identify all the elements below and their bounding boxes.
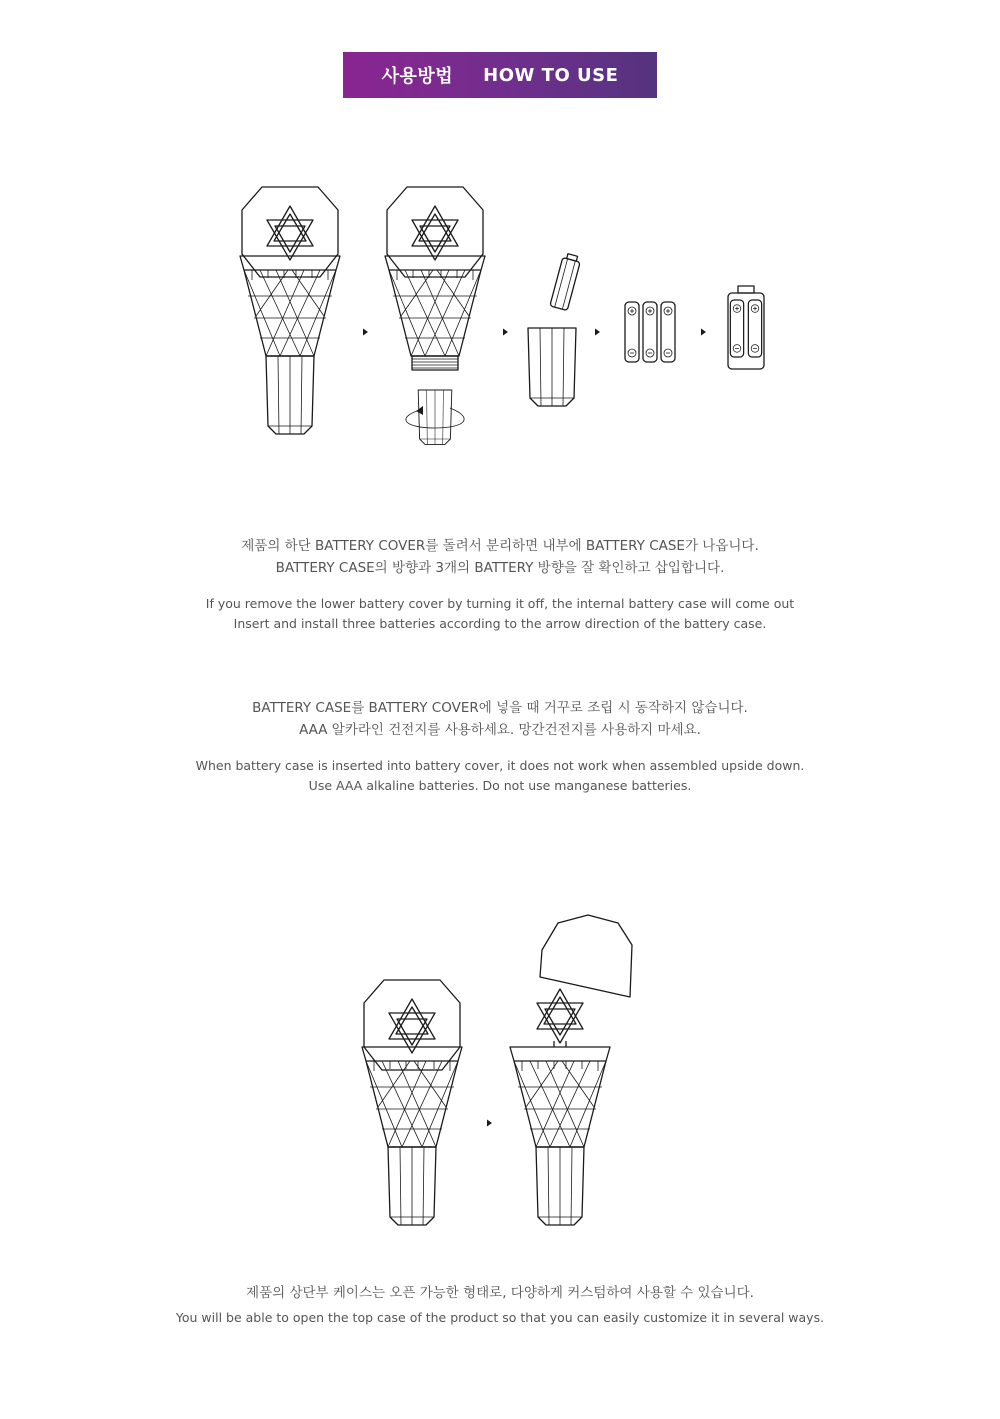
battery-warning-ko xyxy=(0,697,1000,741)
lightstick-open xyxy=(510,915,632,1225)
step-arrow-icon xyxy=(701,329,706,336)
battery-case xyxy=(550,253,582,311)
header-title-ko: 사용방법 xyxy=(381,66,454,87)
lightstick-assembled xyxy=(242,187,338,277)
top-case-info-en xyxy=(0,1308,1000,1328)
top-case-info-ko xyxy=(0,1282,1000,1304)
text-line: 제품의 상단부 케이스는 오픈 가능한 형태로, 다양하게 커스텀하여 사용할 수 있습니다. xyxy=(246,1285,754,1301)
text-line: Insert and install three batteries according to the arrow direction of the battery case. xyxy=(233,616,767,631)
step-arrow-icon xyxy=(363,329,368,336)
text-line: When battery case is inserted into battery cover, it does not work when assembled upside down. xyxy=(195,758,805,773)
aaa-batteries xyxy=(625,302,675,362)
battery-instruction-illustration xyxy=(220,180,800,480)
step-arrow-icon xyxy=(487,1120,492,1127)
text-line: You will be able to open the top case of the product so that you can easily customize it in several ways. xyxy=(175,1310,825,1325)
how-to-use-header xyxy=(343,52,657,98)
battery-instructions-en xyxy=(0,594,1000,634)
text-line: If you remove the lower battery cover by turning it off, the internal battery case will come out xyxy=(205,596,795,611)
lightstick-cover-removed xyxy=(387,187,483,277)
text-line: AAA 알카라인 건전지를 사용하세요. 망간건전지를 사용하지 마세요. xyxy=(299,722,701,738)
text-line: 제품의 하단 BATTERY COVER를 돌려서 분리하면 내부에 BATTERY CASE가 나옵니다. xyxy=(241,538,759,554)
battery-case-loaded xyxy=(728,286,764,369)
battery-cover xyxy=(418,390,452,445)
text-line: BATTERY CASE를 BATTERY COVER에 넣을 때 거꾸로 조립 시 동작하지 않습니다. xyxy=(252,700,748,716)
battery-warning-en xyxy=(0,756,1000,796)
battery-instructions-ko xyxy=(0,535,1000,579)
step-arrow-icon xyxy=(595,329,600,336)
step-arrow-icon xyxy=(503,329,508,336)
header-title-en: HOW TO USE xyxy=(483,64,619,86)
lightstick-closed xyxy=(364,980,460,1070)
text-line: BATTERY CASE의 방향과 3개의 BATTERY 방향을 잘 확인하고 삽입합니다. xyxy=(275,560,725,576)
top-case-illustration xyxy=(350,905,660,1235)
removed-top-case xyxy=(540,915,632,997)
text-line: Use AAA alkaline batteries. Do not use manganese batteries. xyxy=(308,778,692,793)
